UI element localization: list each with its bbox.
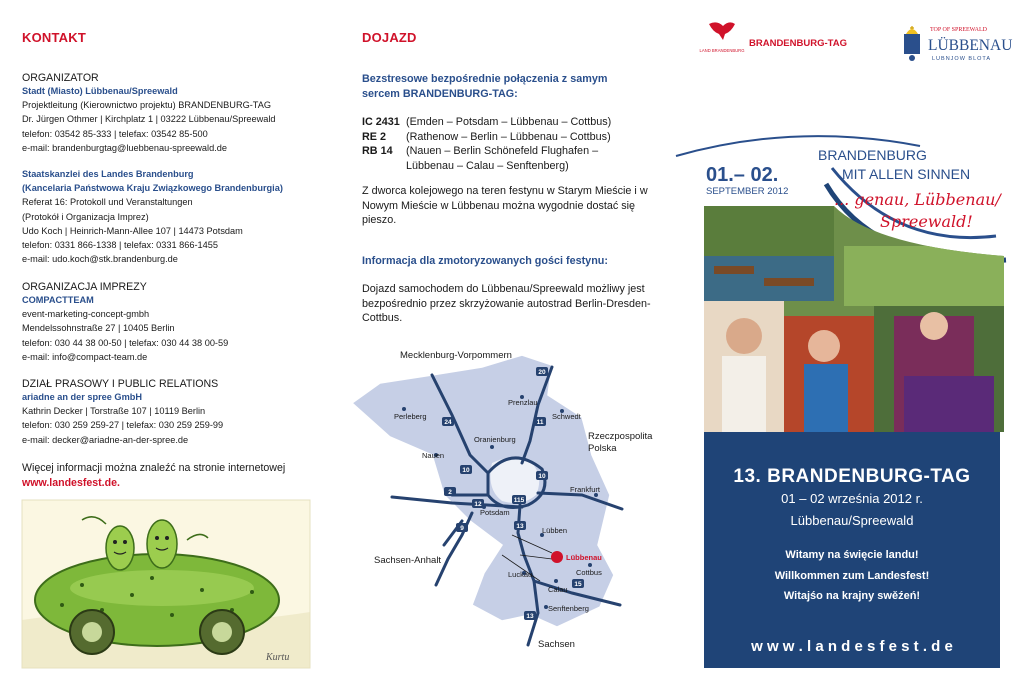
illustration-signature: Kurtu xyxy=(266,652,290,663)
press-block xyxy=(22,378,322,447)
event-place: Lübbenau/Spreewald xyxy=(790,513,914,528)
welcome-german: Willkommen zum Landesfest! xyxy=(774,570,930,582)
slogan-mit-allen-sinnen: MIT ALLEN SINNEN xyxy=(842,166,971,182)
luebbenau-wordmark: LÜBBENAU xyxy=(928,37,1013,54)
organizer-line: Projektleitung (Kierownictwo projektu) BRANDENBURG-TAG xyxy=(22,100,271,111)
city-label: Schwedt xyxy=(552,412,581,421)
road-number: 10 xyxy=(462,467,470,474)
top-of-spreewald-text: TOP OF SPREEWALD xyxy=(930,27,988,33)
staatskanzlei-line: Referat 16: Protokoll und Veranstaltungen xyxy=(22,197,193,208)
organizer-title: ORGANIZATOR xyxy=(22,72,99,84)
luebbenau-logo xyxy=(896,20,1013,66)
road-number: 11 xyxy=(536,419,544,426)
route-text: (Rathenow – Berlin – Lübbenau – Cottbus) xyxy=(406,130,611,143)
more-info-text: Więcej informacji można znaleźć na stronie internetowej xyxy=(22,462,286,474)
route-code: RB 14 xyxy=(362,145,393,158)
route-text: (Nauen – Berlin Schönefeld Flughafen – Lübbenau – Calau – Senftenberg) xyxy=(406,145,599,172)
route-row xyxy=(362,115,662,130)
brandenburg-eagle-logo xyxy=(699,20,745,56)
welcome-sorbian: Witajśo na krajny swěźeń! xyxy=(783,590,921,602)
city-label: Oranienburg xyxy=(474,435,516,444)
walk-text: Z dworca kolejowego na teren festynu w Starym Mieście i w Nowym Mieście w Lübbenau można wygodnie dostać się pieszo. xyxy=(362,185,648,227)
script-slogan-line1: ... genau, Lübbenau/ xyxy=(834,190,1001,209)
region-label: Sachsen xyxy=(538,639,575,650)
event-date: 01.– 02. xyxy=(706,164,779,186)
road-number: 24 xyxy=(444,419,452,426)
organizer-email[interactable]: e-mail: brandenburgtag@luebbenau-spreewald.de xyxy=(22,142,227,153)
staatskanzlei-sub: (Kancelaria Państwowa Kraju Związkowego Brandenburgia) xyxy=(22,183,283,194)
city-label: Potsdam xyxy=(480,508,510,517)
staatskanzlei-line: telefon: 0331 866-1338 | telefax: 0331 866-1455 xyxy=(22,240,218,251)
region-label: Mecklenburg-Vorpommern xyxy=(400,350,512,361)
welcome-polish: Witamy na święcie landu! xyxy=(785,549,919,561)
land-brandenburg-text: LAND BRANDENBURG xyxy=(699,48,745,53)
dojazd-heading: DOJAZD xyxy=(362,30,417,45)
region-map xyxy=(352,345,652,655)
city-label: Lübbenau xyxy=(566,553,602,562)
event-dates: 01 – 02 września 2012 r. xyxy=(781,491,923,506)
city-label: Lübben xyxy=(542,526,568,535)
impreza-block xyxy=(22,281,322,364)
road-number: 12 xyxy=(474,501,482,508)
staatskanzlei-block xyxy=(22,167,322,266)
script-slogan-line2: Spreewald! xyxy=(880,212,973,231)
route-text: (Emden – Potsdam – Lübbenau – Cottbus) xyxy=(406,116,612,128)
press-line: telefon: 030 259 259-27 | telefax: 030 259 259-99 xyxy=(22,420,224,431)
city-label: Calau xyxy=(548,585,568,594)
brandenburg-tag-label: BRANDENBURG-TAG xyxy=(749,38,847,49)
route-code: RE 2 xyxy=(362,130,387,143)
impreza-line: telefon: 030 44 38 00-50 | telefax: 030 44 38 00-59 xyxy=(22,337,229,348)
organizer-name: Stadt (Miasto) Lübbenau/Spreewald xyxy=(22,86,178,96)
city-label: Frankfurt xyxy=(570,485,601,494)
more-info xyxy=(22,461,332,490)
impreza-email[interactable]: e-mail: info@compact-team.de xyxy=(22,351,148,362)
city-label: Nauen xyxy=(422,451,445,460)
route-code: IC 2431 xyxy=(362,116,400,128)
staatskanzlei-email[interactable]: e-mail: udo.koch@stk.brandenburg.de xyxy=(22,254,178,265)
road-number: 10 xyxy=(538,473,546,480)
press-email[interactable]: e-mail: decker@ariadne-an-der-spree.de xyxy=(22,434,189,445)
website-link[interactable]: w w w . l a n d e s f e s t . d e xyxy=(751,638,953,655)
press-line: Kathrin Decker | Torstraße 107 | 10119 Berlin xyxy=(22,406,206,417)
road-number: 9 xyxy=(460,525,464,532)
organizer-line: Dr. Jürgen Othmer | Kirchplatz 1 | 03222 Lübbenau/Spreewald xyxy=(22,114,276,125)
moto-heading: Informacja dla zmotoryzowanych gości festynu: xyxy=(362,255,608,267)
cucumber-car-illustration xyxy=(22,500,310,668)
moto-text: Dojazd samochodem do Lübbenau/Spreewald możliwy jest bezpośrednio przez skrzyżowanie autostrad Berlin-Dresden-Cottbus. xyxy=(362,283,651,325)
impreza-line: Mendelssohnstraße 27 | 10405 Berlin xyxy=(22,323,175,334)
spreewald-photo-collage xyxy=(704,206,1004,432)
city-label: Prenzlau xyxy=(508,398,538,407)
dojazd-intro: Bezstresowe bezpośrednie połączenia z samym sercem BRANDENBURG-TAG: xyxy=(362,73,608,100)
press-name: ariadne an der spree GmbH xyxy=(22,392,142,402)
event-title: 13. BRANDENBURG-TAG xyxy=(733,466,971,487)
city-label: Senftenberg xyxy=(548,604,589,613)
road-number: 20 xyxy=(538,369,546,376)
staatskanzlei-name: Staatskanzlei des Landes Brandenburg xyxy=(22,169,194,179)
city-label: Luckau xyxy=(508,570,533,579)
region-label: Rzeczpospolita Polska xyxy=(588,431,653,454)
road-number: 115 xyxy=(513,497,525,504)
route-row xyxy=(362,130,662,145)
train-routes xyxy=(362,115,662,173)
road-number: 2 xyxy=(448,489,452,496)
staatskanzlei-line: Udo Koch | Heinrich-Mann-Allee 107 | 14473 Potsdam xyxy=(22,225,243,236)
staatskanzlei-line: (Protokół i Organizacja Imprez) xyxy=(22,211,149,222)
impreza-name: COMPACTTEAM xyxy=(22,295,94,305)
slogan-brandenburg: BRANDENBURG xyxy=(818,147,927,163)
region-label: Sachsen-Anhalt xyxy=(374,555,442,566)
road-number: 15 xyxy=(574,581,582,588)
organizer-line: telefon: 03542 85-333 | telefax: 03542 85-500 xyxy=(22,128,208,139)
lubnjow-blota-text: LUBNJOW BLOTA xyxy=(932,56,992,62)
impreza-line: event-marketing-concept-gmbh xyxy=(22,309,150,320)
event-month: SEPTEMBER 2012 xyxy=(706,186,789,197)
city-label: Perleberg xyxy=(394,412,427,421)
route-row xyxy=(362,144,662,173)
press-title: DZIAŁ PRASOWY I PUBLIC RELATIONS xyxy=(22,378,219,390)
road-number: 13 xyxy=(516,523,524,530)
kontakt-heading: KONTAKT xyxy=(22,30,86,45)
road-number: 13 xyxy=(526,613,534,620)
city-label: Cottbus xyxy=(576,568,602,577)
more-info-link[interactable]: www.landesfest.de. xyxy=(22,476,120,489)
impreza-title: ORGANIZACJA IMPREZY xyxy=(22,281,147,293)
organizer-block xyxy=(22,72,322,155)
